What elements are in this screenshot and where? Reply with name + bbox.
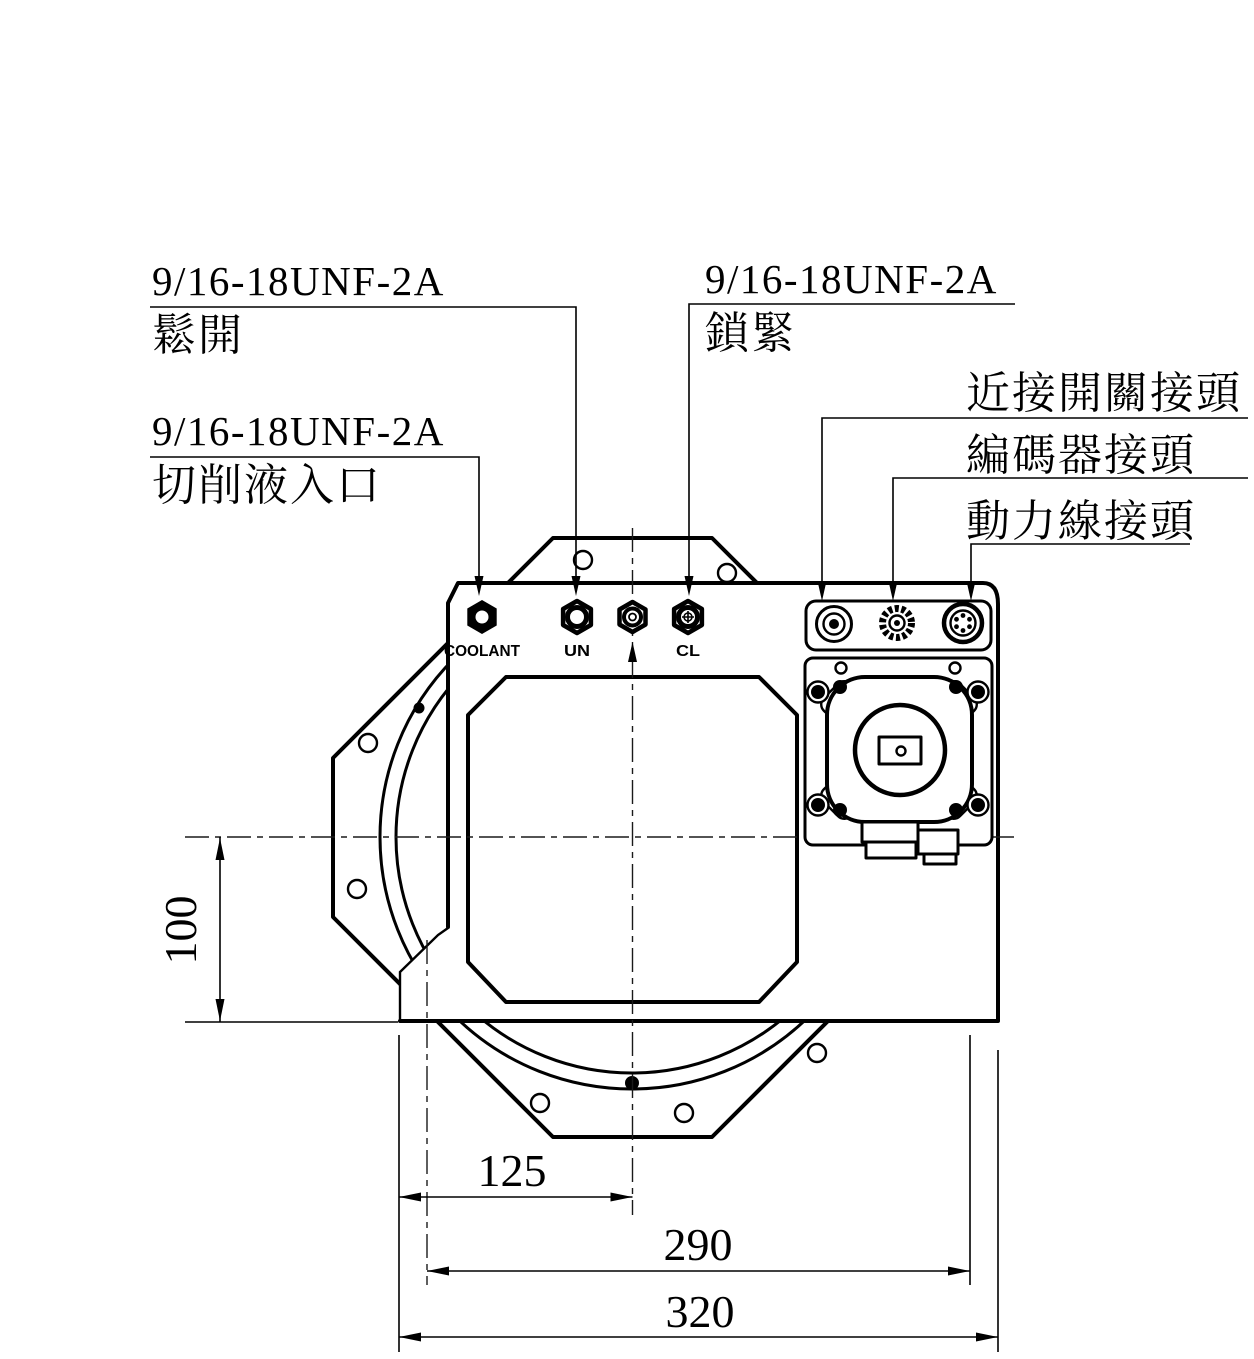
power-connector-pin xyxy=(954,617,959,622)
coolant-port-hole xyxy=(476,611,489,624)
callout-proximity xyxy=(818,369,1249,601)
arrow-right-icon xyxy=(948,1267,970,1276)
bolt xyxy=(971,685,985,699)
arrow-down-icon xyxy=(216,999,225,1021)
coolant-port-label: COOLANT xyxy=(444,643,521,660)
terminal-box xyxy=(866,842,916,858)
unclamp-port-label: UN xyxy=(564,643,590,660)
flange-bolt-hole xyxy=(348,880,366,898)
arrow-up-icon xyxy=(216,838,225,860)
terminal-box xyxy=(862,822,918,842)
bolt xyxy=(949,803,963,817)
coolant-label-text: 切削液入口 xyxy=(152,461,382,510)
clamp-label-text: 鎖緊 xyxy=(705,309,797,358)
dim-290-text: 290 xyxy=(663,1219,733,1270)
clamp-thread-text: 9/16-18UNF-2A xyxy=(705,256,998,302)
unclamp-thread-text: 9/16-18UNF-2A xyxy=(152,258,445,304)
power-connector-pin xyxy=(954,624,959,629)
flange-bolt-hole xyxy=(359,734,377,752)
unclamp-label-text: 鬆開 xyxy=(152,311,244,360)
dim-125-text: 125 xyxy=(477,1145,547,1196)
arrow-left-icon xyxy=(427,1267,449,1276)
power-connector-pin xyxy=(967,624,972,629)
arrow-right-icon xyxy=(976,1333,998,1342)
power-connector-pin xyxy=(967,617,972,622)
motor-assembly xyxy=(805,658,992,864)
power-connector-pin xyxy=(961,628,966,633)
flange-bolt-hole xyxy=(531,1094,549,1112)
power-connector-pin xyxy=(961,613,966,618)
terminal-box xyxy=(918,830,958,854)
callout-coolant xyxy=(150,408,484,596)
power-leader xyxy=(971,544,1190,583)
unclamp-port-hole xyxy=(568,608,587,627)
bolt xyxy=(971,798,985,812)
bolt xyxy=(833,803,847,817)
arrow-right-icon xyxy=(611,1193,633,1202)
bolt xyxy=(811,685,825,699)
coolant-thread-text: 9/16-18UNF-2A xyxy=(152,408,445,454)
proximity-label-text: 近接開關接頭 xyxy=(966,369,1242,418)
proximity-connector-pin xyxy=(829,619,839,629)
callout-power xyxy=(966,497,1196,601)
arrow-left-icon xyxy=(399,1193,421,1202)
bolt xyxy=(833,680,847,694)
bolt xyxy=(949,680,963,694)
motor-keyplate-hole xyxy=(897,747,906,756)
arrow-left-icon xyxy=(399,1333,421,1342)
encoder-connector-pin xyxy=(894,620,900,626)
terminal-box xyxy=(924,854,956,864)
bolt-dot xyxy=(414,703,425,714)
clamp-port-label: CL xyxy=(676,643,701,660)
connector-panel xyxy=(806,601,991,650)
flange-bolt-hole xyxy=(675,1104,693,1122)
flange-bolt-hole xyxy=(718,564,736,582)
small-hole xyxy=(836,663,847,674)
flange-bolt-hole xyxy=(808,1044,826,1062)
bolt xyxy=(811,798,825,812)
center-port-pin xyxy=(629,614,636,621)
dim-320-text: 320 xyxy=(665,1286,735,1337)
dim-100-text: 100 xyxy=(155,895,206,965)
small-hole xyxy=(950,663,961,674)
encoder-label-text: 編碼器接頭 xyxy=(966,431,1196,480)
power-label-text: 動力線接頭 xyxy=(966,497,1196,546)
